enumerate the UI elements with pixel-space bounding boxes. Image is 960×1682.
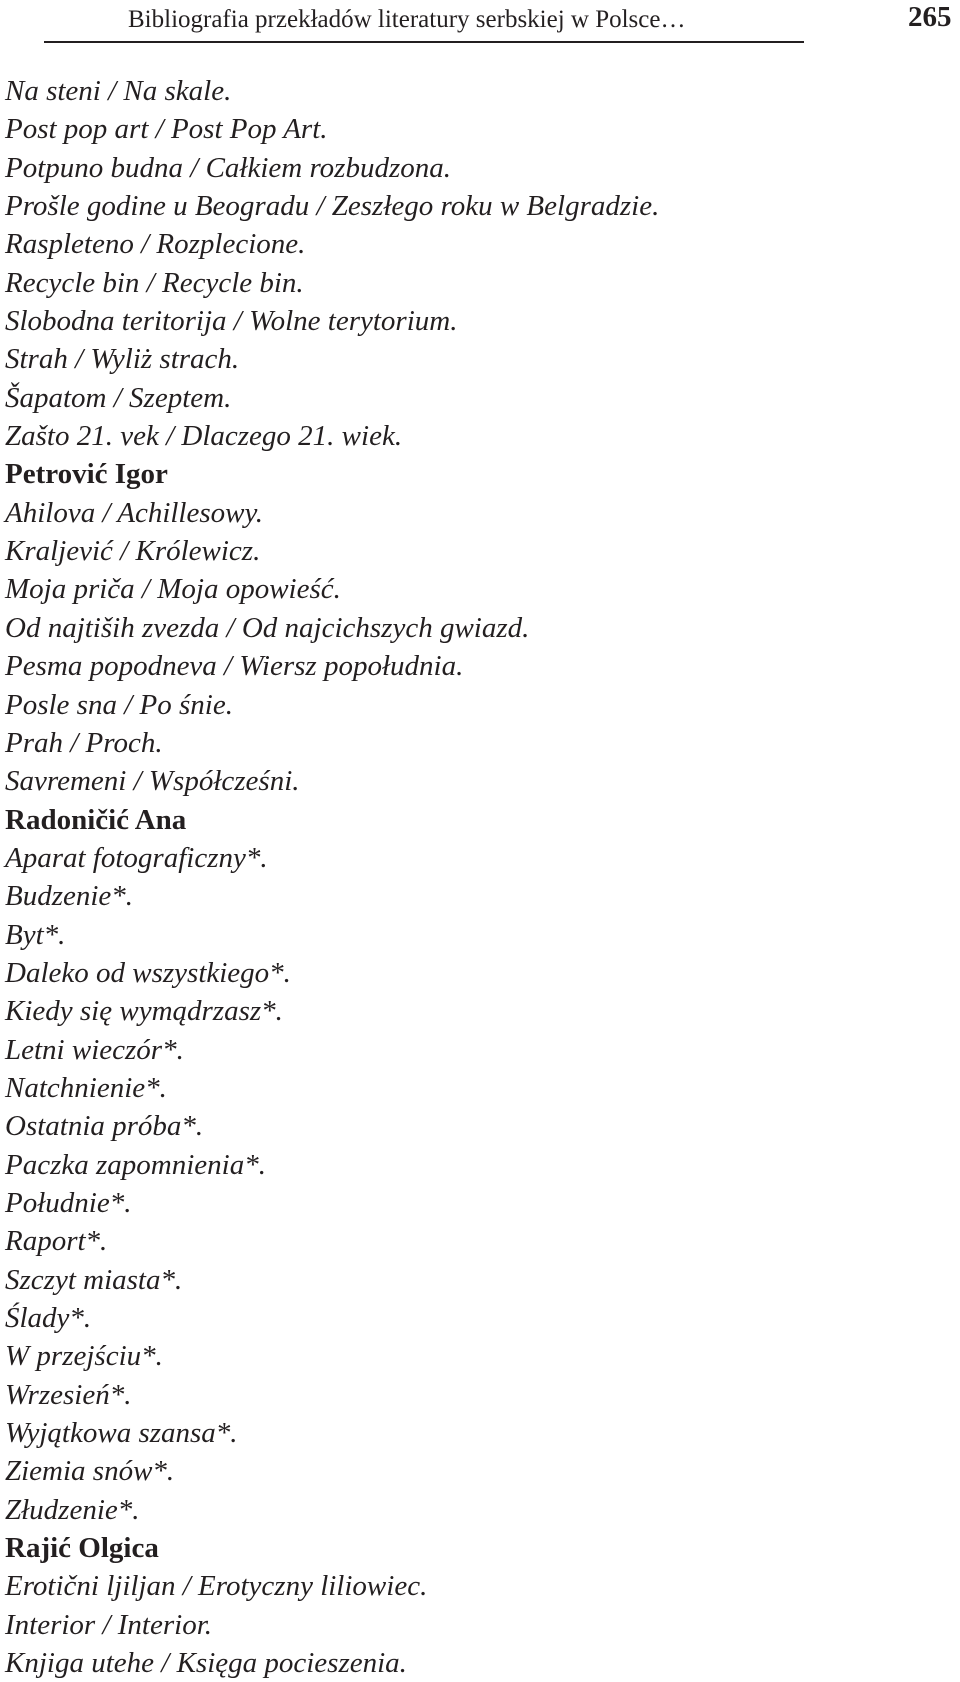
title-entry: Potpuno budna / Całkiem rozbudzona. [5, 151, 452, 184]
title-entry: Południe*. [5, 1186, 132, 1219]
title-entry: Kiedy się wymądrzasz*. [5, 995, 283, 1028]
title-entry: Paczka zapomnienia*. [5, 1148, 266, 1181]
title-entry: Savremeni / Współcześni. [5, 765, 300, 798]
bibliography-list [5, 72, 945, 1682]
title-entry: Daleko od wszystkiego*. [5, 956, 291, 989]
title-entry: Wrzesień*. [5, 1378, 132, 1411]
title-entry: Erotični ljiljan / Erotyczny liliowiec. [5, 1570, 428, 1603]
title-entry: Zašto 21. vek / Dlaczego 21. wiek. [5, 420, 403, 453]
title-entry: Post pop art / Post Pop Art. [5, 113, 328, 146]
title-entry: Posle sna / Po śnie. [5, 688, 233, 721]
title-entry: Na steni / Na skale. [5, 75, 232, 107]
title-entry: Letni wieczór*. [5, 1033, 184, 1066]
title-entry: Wyjątkowa szansa*. [5, 1417, 238, 1450]
title-entry: Knjiga utehe / Księga pocieszenia. [5, 1647, 407, 1680]
author-heading: Rajić Olgica [5, 1532, 159, 1565]
title-entry: Byt*. [5, 918, 66, 951]
title-entry: Moja priča / Moja opowieść. [5, 573, 341, 606]
title-entry: Raport*. [5, 1225, 108, 1258]
title-entry: Ślady*. [5, 1302, 92, 1334]
title-entry: Aparat fotograficzny*. [5, 841, 268, 874]
title-entry: Ostatnia próba*. [5, 1110, 204, 1143]
title-entry: Szczyt miasta*. [5, 1263, 183, 1296]
title-entry: Prošle godine u Beogradu / Zeszłego roku w Belgradzie. [5, 190, 660, 223]
title-entry: Interior / Interior. [5, 1608, 213, 1641]
title-entry: Ziemia snów*. [5, 1455, 175, 1488]
title-entry: Złudzenie*. [5, 1493, 140, 1526]
title-entry: Budzenie*. [5, 880, 134, 913]
title-entry: Raspleteno / Rozplecione. [5, 228, 306, 261]
running-title: Bibliografia przekładów literatury serbskiej w Polsce… [128, 6, 686, 33]
running-header [44, 0, 804, 43]
title-entry: Strah / Wyliż strach. [5, 343, 240, 376]
title-entry: Recycle bin / Recycle bin. [5, 266, 304, 299]
title-entry: Od najtiših zvezda / Od najcichszych gwiazd. [5, 611, 530, 644]
title-entry: Natchnienie*. [5, 1071, 167, 1104]
title-entry: Kraljević / Królewicz. [5, 535, 261, 568]
author-heading: Radoničić Ana [5, 803, 187, 836]
title-entry: Pesma popodneva / Wiersz popołudnia. [5, 650, 464, 683]
title-entry: Prah / Proch. [5, 726, 163, 759]
author-heading: Petrović Igor [5, 458, 168, 491]
title-entry: W przejściu*. [5, 1340, 163, 1373]
title-entry: Šapatom / Szeptem. [5, 381, 232, 414]
title-entry: Ahilova / Achillesowy. [5, 496, 264, 529]
title-entry: Slobodna teritorija / Wolne terytorium. [5, 305, 458, 338]
page-number: 265 [908, 1, 952, 33]
